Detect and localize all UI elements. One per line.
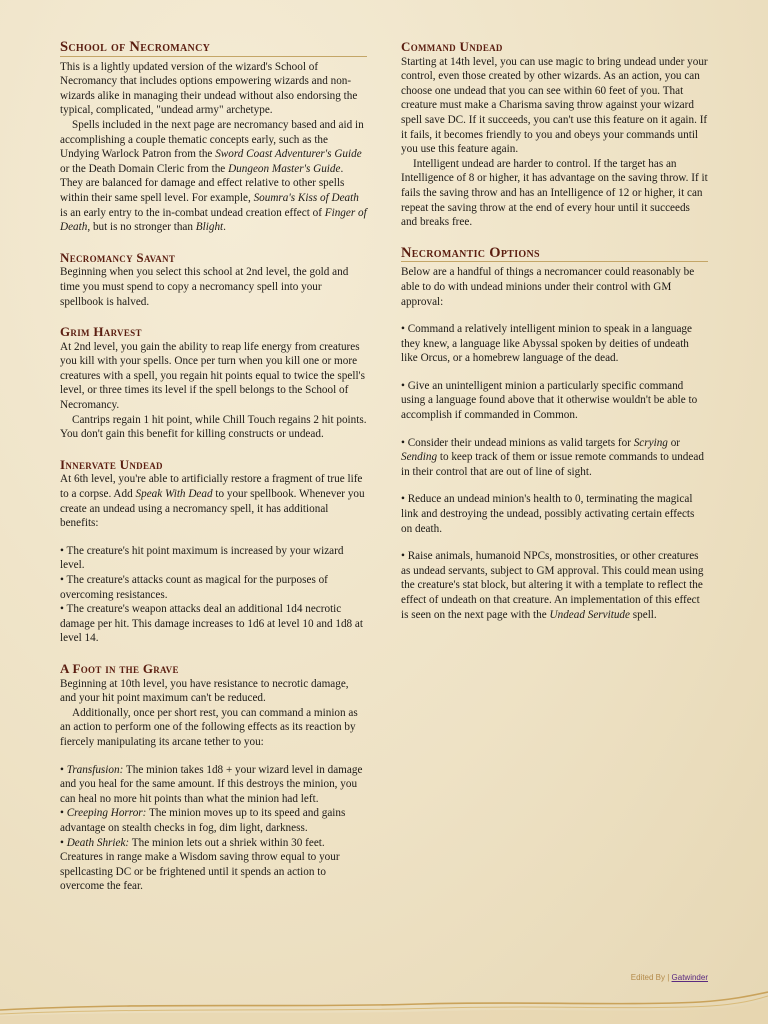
footer-label: Edited By |: [630, 973, 672, 982]
necromantic-options-heading: Necromantic Options: [401, 246, 708, 263]
innervate-undead-heading: Innervate Undead: [60, 456, 163, 472]
options-intro-paragraph: Below are a handful of things a necromancer could reasonably be able to do with undead minions under their control with GM approval:: [401, 266, 695, 308]
savant-paragraph: Beginning when you select this school at 2nd level, the gold and time you must spend to copy a necromancy spell into your spellbook is halved.: [60, 266, 349, 308]
command-paragraph-2: Intelligent undead are harder to control. If the target has an Intelligence of 8 or higher, it has advantage on the saving throw. If it fails the saving throw and has an Intelligence of 12 or higher, it can repeat the saving throw at the end of every hour until it succeeds and breaks free.: [401, 157, 708, 229]
grim-harvest-paragraph-1: At 2nd level, you gain the ability to reap life energy from creatures you kill with your spells. Once per turn when you kill one or more creatures with a spell, you regain hit points equal to twice the spell's level, or three times its level if the spell belongs to the School of Necromancy.: [60, 340, 365, 412]
option-scrying-sending: • Consider their undead minions as valid targets for Scrying or Sending to keep track of them or issue remote commands to undead in their control that are out of line of sight.: [401, 436, 704, 478]
command-paragraph-1: Starting at 14th level, you can use magic to bring undead under your control, even those created by other wizards. As an action, you can choose one undead that you can see within 60 feet of you. That creature must make a Charisma saving throw against your wizard spell save DC. If it succeeds, you can't use this feature on it again. If it fails, it becomes friendly to you and obeys your commands until you use this feature again.: [401, 55, 708, 156]
innervate-paragraph: At 6th level, you're able to artificially restore a fragment of true life to a corpse. Add Speak With Dead to your spellbook. Whenever you create an undead using a necromancy spell, it has additional benefits:: [60, 473, 365, 530]
grim-harvest-paragraph-2: Cantrips regain 1 hit point, while Chill Touch regains 2 hit points. You don't gain this benefit for killing constructs or undead.: [60, 413, 367, 441]
grim-harvest-heading: Grim Harvest: [60, 324, 142, 340]
footer-author-link[interactable]: Gatwinder: [671, 973, 708, 982]
foot-bullet-death-shriek: • Death Shriek: The minion lets out a shriek within 30 feet. Creatures in range make a Wisdom saving throw equal to your spellcasting DC or be frightened until it spends an action to overcome the fear.: [60, 836, 340, 893]
option-speak-language: • Command a relatively intelligent minion to speak in a language they knew, a language like Abyssal spoken by deities of undeath like Orcus, or a homebrew language of the dead.: [401, 323, 692, 365]
school-intro-paragraph: This is a lightly updated version of the wizard's School of Necromancy that includes options empowering wizards and non-wizards alike in managing their undead without also endorsing the typical, complicated, "undead army" archetype.: [60, 60, 358, 117]
command-undead-heading: Command Undead: [401, 39, 503, 54]
school-of-necromancy-heading: School of Necromancy: [60, 40, 367, 57]
innervate-bullet-hp: • The creature's hit point maximum is increased by your wizard level.: [60, 544, 344, 572]
foot-in-the-grave-heading: A Foot in the Grave: [60, 660, 179, 676]
page-footer: [631, 973, 708, 982]
right-column: [401, 40, 708, 622]
foot-bullet-transfusion: • Transfusion: The minion takes 1d8 + your wizard level in damage and you heal for the same amount. If this destroys the minion, you can heal no more hit points than what the minion had left.: [60, 763, 363, 805]
innervate-bullet-necrotic: • The creature's weapon attacks deal an additional 1d4 necrotic damage per hit. This damage increases to 1d6 at level 10 and 1d8 at level 14.: [60, 603, 364, 645]
foot-paragraph-2: Additionally, once per short rest, you can command a minion as an action to perform one of the following effects as its reaction by fiercely manipulating its arcane tether to you:: [60, 706, 358, 748]
option-raise-creatures: • Raise animals, humanoid NPCs, monstrosities, or other creatures as undead servants, subject to GM approval. This could mean using the creature's stat block, but altering it with a template to reflect the effect of undeath on that creature. An implementation of this effect is seen on the next page with the Undead Servitude spell.: [401, 550, 704, 621]
foot-paragraph-1: Beginning at 10th level, you have resistance to necrotic damage, and your hit point maximum can't be reduced.: [60, 677, 349, 705]
school-spells-paragraph: Spells included in the next page are necromancy based and aid in accomplishing a couple thematic concepts early, such as the Undying Warlock Patron from the Sword Coast Adventurer's Guide or the Death Domain Cleric from the Dungeon Master's Guide. They are balanced for damage and effect relative to other spells within their same spell level. For example, Soumra's Kiss of Death is an early entry to the in-combat undead creation effect of Finger of Death, but is no stronger than Blight.: [60, 118, 367, 234]
innervate-bullet-magical: • The creature's attacks count as magical for the purposes of overcoming resistances.: [60, 574, 328, 601]
foot-bullet-creeping-horror: • Creeping Horror: The minion moves up to its speed and gains advantage on stealth checks in fog, dim light, darkness.: [60, 807, 346, 834]
left-column: [60, 40, 367, 894]
option-reduce-health: • Reduce an undead minion's health to 0, terminating the magical link and destroying the undead, possibly activating certain effects on death.: [401, 493, 695, 535]
option-specific-command: • Give an unintelligent minion a particularly specific command using a language found above that it otherwise wouldn't be able to accomplish if commanded in Common.: [401, 379, 698, 422]
footer-flourish-decoration: [0, 990, 768, 1024]
necromancy-savant-heading: Necromancy Savant: [60, 249, 176, 265]
